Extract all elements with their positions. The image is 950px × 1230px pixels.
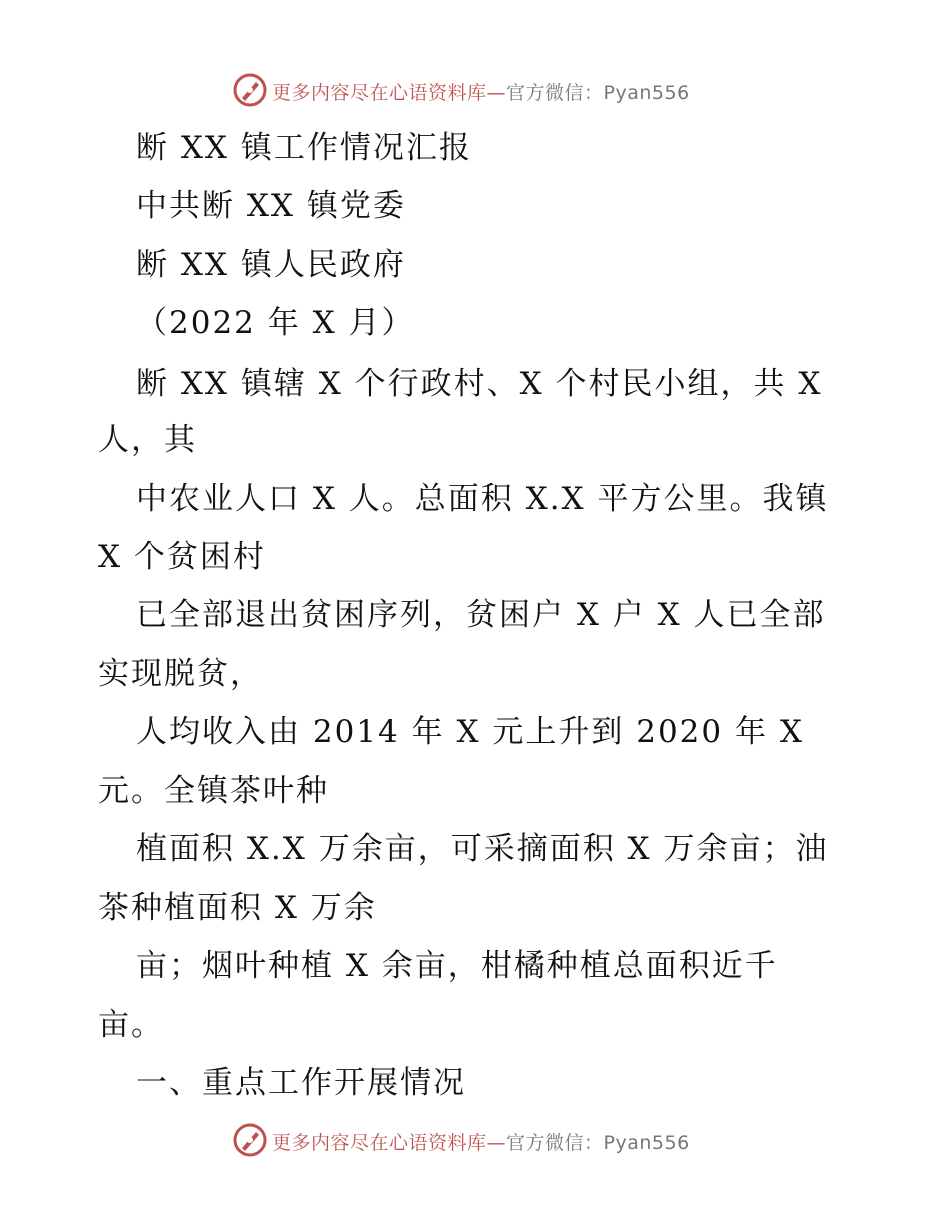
- doc-line: 已全部退出贫困序列，贫困户 X 户 X 人已全部: [136, 597, 826, 633]
- watermark-text: [272, 78, 690, 105]
- pen-logo-icon: [232, 1122, 268, 1158]
- watermark-main: 更多内容尽在心语资料库: [272, 82, 487, 104]
- doc-line: 植面积 X.X 万余亩，可采摘面积 X 万余亩；油: [136, 831, 829, 867]
- footer-watermark: [0, 1120, 950, 1160]
- doc-date: （2022 年 X 月）: [136, 305, 415, 341]
- doc-line: 亩；烟叶种植 X 余亩，柑橘种植总面积近千: [136, 948, 778, 984]
- watermark-dash: —: [486, 1132, 507, 1154]
- doc-title: 断 XX 镇工作情况汇报: [136, 130, 472, 166]
- watermark-text: [272, 1128, 690, 1155]
- doc-line: 亩。: [98, 1007, 164, 1043]
- doc-line: X 个贫困村: [98, 539, 266, 575]
- watermark-main: 更多内容尽在心语资料库: [272, 1132, 487, 1154]
- pen-logo-icon: [232, 72, 268, 108]
- doc-line: 断 XX 镇辖 X 个行政村、X 个村民小组，共 X: [136, 366, 823, 402]
- doc-org-government: 断 XX 镇人民政府: [136, 247, 406, 283]
- section-heading: 一、重点工作开展情况: [136, 1065, 466, 1101]
- doc-line: 中农业人口 X 人。总面积 X.X 平方公里。我镇: [136, 481, 829, 517]
- doc-line: 茶种植面积 X 万余: [98, 890, 377, 926]
- header-watermark: [0, 70, 950, 110]
- doc-line: 实现脱贫，: [98, 656, 263, 692]
- doc-line: 人，其: [98, 422, 197, 458]
- watermark-suffix: 官方微信：Pyan556: [506, 82, 690, 104]
- doc-org-party: 中共断 XX 镇党委: [136, 188, 406, 224]
- doc-line: 元。全镇茶叶种: [98, 773, 329, 809]
- watermark-dash: —: [486, 82, 507, 104]
- watermark-suffix: 官方微信：Pyan556: [506, 1132, 690, 1154]
- doc-line: 人均收入由 2014 年 X 元上升到 2020 年 X: [136, 714, 804, 750]
